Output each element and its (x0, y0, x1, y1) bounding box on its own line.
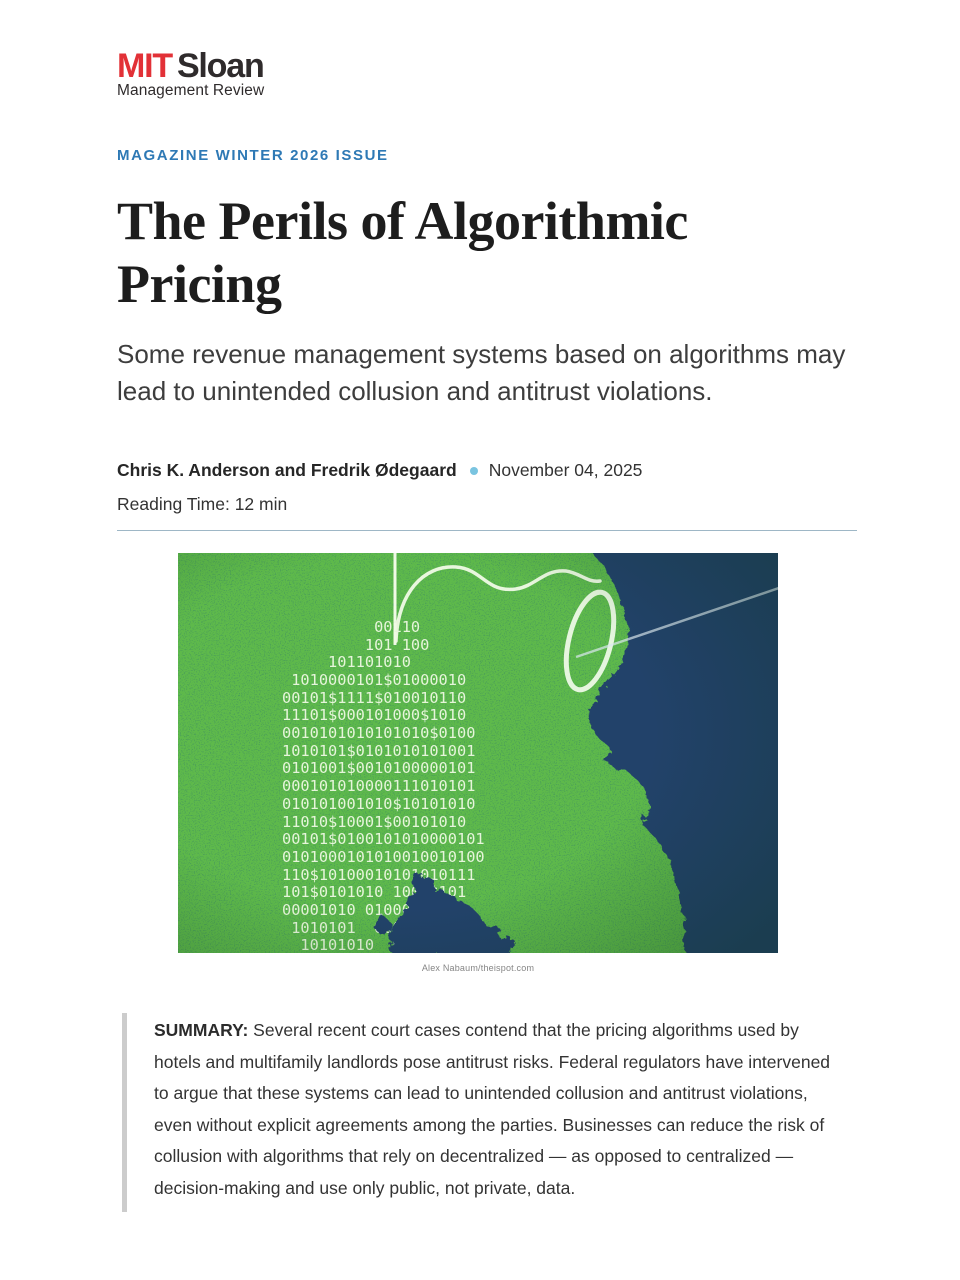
article-title: The Perils of Algorithmic Pricing (117, 191, 688, 314)
byline-dot-icon (470, 467, 478, 475)
reading-time: Reading Time: 12 min (117, 494, 288, 514)
hero-illustration (178, 553, 778, 953)
summary-text: Several recent court cases contend that the pricing algorithms used by hotels and multifamily landlords pose antitrust risks. Federal regulators have intervened to argue that these systems can lead to unintended collusion and antitrust violations, even without explicit agreements among the parties. Businesses can reduce the risk of collusion with algorithms that rely on decentralized — as opposed to centralized — decision-making and use only public, not private, data. (154, 1020, 831, 1198)
hero-figure (178, 553, 778, 973)
summary-block (122, 1013, 850, 1212)
logo-wordmark (117, 47, 264, 85)
vignette-overlay (178, 553, 778, 953)
summary-label: SUMMARY: (154, 1020, 249, 1040)
header-divider (117, 530, 857, 531)
logo-mit-text: MIT (117, 47, 172, 85)
byline (117, 460, 856, 481)
publish-date: November 04, 2025 (488, 460, 643, 480)
hero-image (178, 553, 778, 953)
mitsloan-logo[interactable] (117, 47, 265, 99)
magazine-issue-link[interactable]: MAGAZINE WINTER 2026 ISSUE (117, 147, 389, 164)
article-subtitle: Some revenue management systems based on algorithms may lead to unintended collusion and antitrust violations. (117, 339, 846, 406)
logo-tagline: Management Review (117, 82, 265, 99)
author-links[interactable]: Chris K. Anderson and Fredrik Ødegaard (117, 460, 457, 480)
logo-sloan-text: Sloan (176, 47, 264, 85)
image-credit: Alex Nabaum/theispot.com (421, 963, 535, 973)
